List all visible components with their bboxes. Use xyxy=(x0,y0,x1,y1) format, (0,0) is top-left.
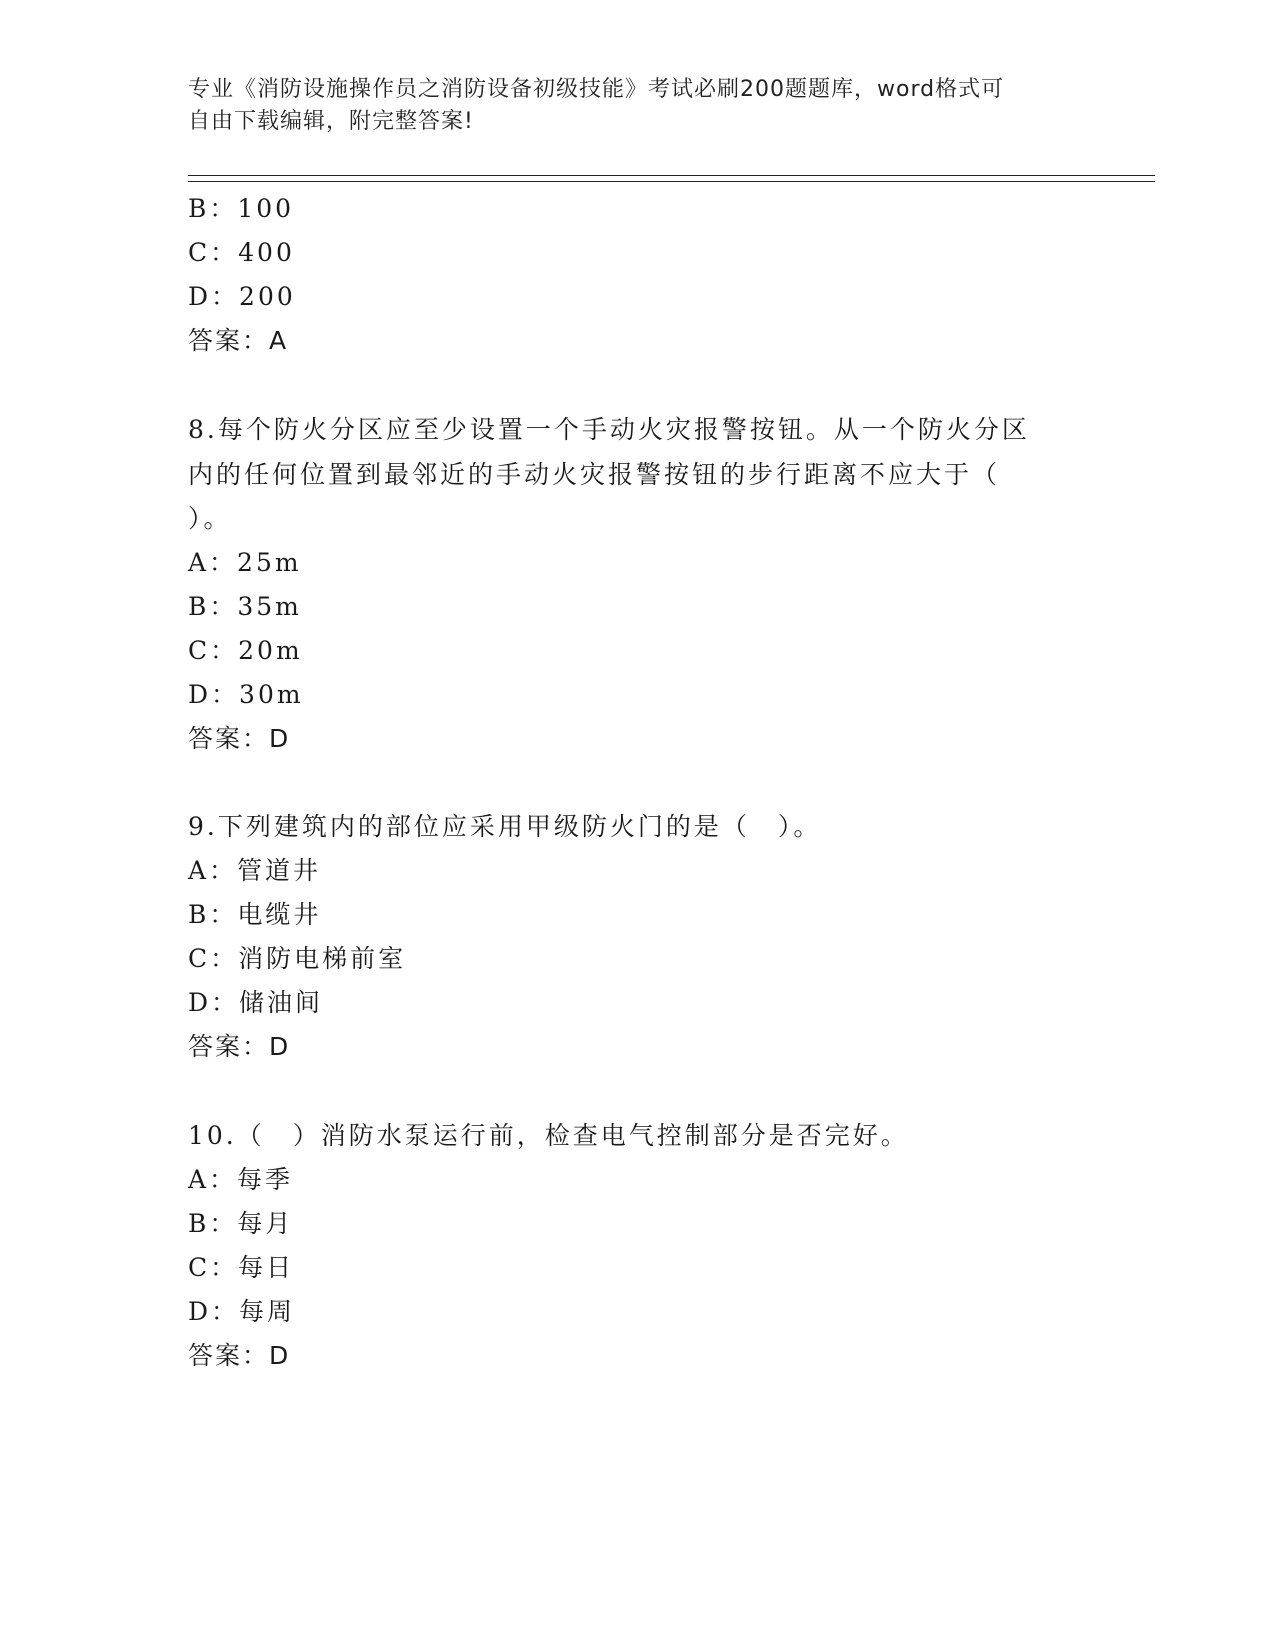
question-stem: 10.（ ）消防水泵运行前，检查电气控制部分是否完好。 xyxy=(188,1121,909,1150)
answer: 答案：D xyxy=(188,1032,291,1061)
answer: 答案：D xyxy=(188,724,291,753)
option-d: D：储油间 xyxy=(188,988,324,1017)
option-c: C：消防电梯前室 xyxy=(188,944,407,973)
option-a: A：管道井 xyxy=(188,856,322,885)
header-divider-top xyxy=(188,175,1155,176)
answer: 答案：A xyxy=(188,326,289,355)
option-d: D：每周 xyxy=(188,1297,296,1326)
question-stem: 9.下列建筑内的部位应采用甲级防火门的是（ ）。 xyxy=(188,812,822,841)
question-stem: 8.每个防火分区应至少设置一个手动火灾报警按钮。从一个防火分区 xyxy=(188,415,1030,444)
option-d: D：200 xyxy=(188,282,296,311)
option-a: A：25m xyxy=(188,548,302,577)
question-stem: ）。 xyxy=(188,504,232,533)
option-b: B：35m xyxy=(188,592,302,621)
header-line-2: 自由下载编辑，附完整答案! xyxy=(188,109,474,134)
document-header xyxy=(188,74,1088,138)
question-stem: 内的任何位置到最邻近的手动火灾报警按钮的步行距离不应大于（ xyxy=(188,460,1001,489)
option-a: A：每季 xyxy=(188,1165,294,1194)
option-c: C：每日 xyxy=(188,1253,295,1282)
option-b: B：每月 xyxy=(188,1209,294,1238)
answer: 答案：D xyxy=(188,1341,291,1370)
option-b: B：电缆井 xyxy=(188,900,322,929)
option-d: D：30m xyxy=(188,680,304,709)
option-c: C：20m xyxy=(188,636,303,665)
header-divider-bottom xyxy=(188,181,1155,182)
option-b: B：100 xyxy=(188,194,295,223)
header-line-1: 专业《消防设施操作员之消防设备初级技能》考试必刷200题题库，word格式可 xyxy=(188,77,1005,102)
option-c: C：400 xyxy=(188,238,295,267)
